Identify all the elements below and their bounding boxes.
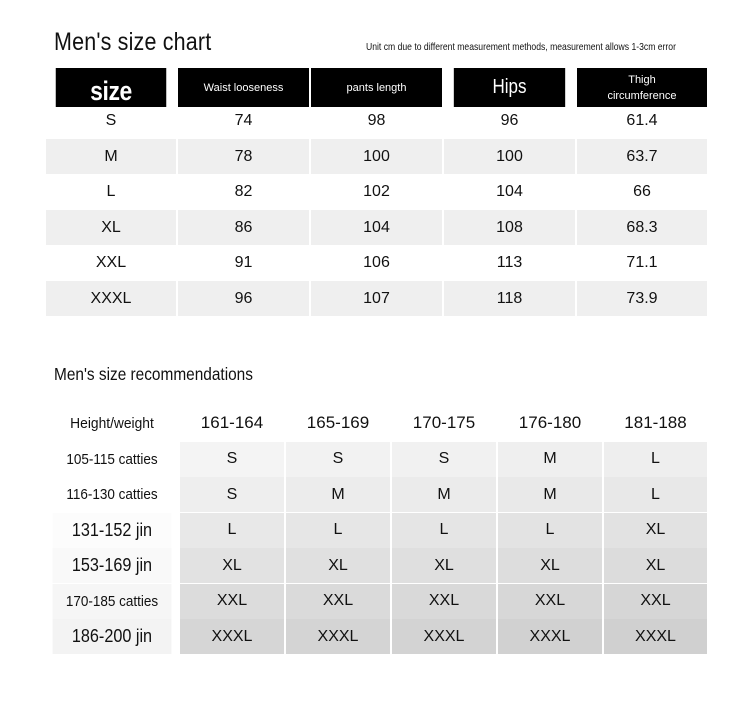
measurement-cell: 96 [500,112,519,129]
measurement-cell: 98 [367,112,386,129]
size-chart-header-row [46,68,701,106]
size-chart-row [46,281,701,316]
recommended-size-cell: S [180,442,284,477]
measurement-cell: 78 [178,139,309,174]
header-height-range: 161-164 [200,413,264,432]
size-chart-row [46,175,701,210]
recommended-size-cell: M [498,477,602,512]
measurement-cell: 66 [633,183,651,200]
weight-range-label: 131-152 jin [53,513,172,548]
size-label: XXL [95,254,127,271]
measurement-cell: 63.7 [577,139,707,174]
recommendations-table [46,405,701,654]
recommended-size-cell: XXXL [180,619,284,654]
measurement-cell: 68.3 [577,210,707,245]
recommended-size-cell: XXXL [286,619,390,654]
measurement-cell: 73.9 [577,281,707,316]
recommendation-row [46,477,701,512]
recommended-size-cell: XL [392,548,496,583]
size-chart-row [46,210,701,245]
recommended-size-cell: L [392,513,496,548]
size-chart-table [46,68,701,316]
page-title: Men's size chart [54,28,212,56]
measurement-cell: 74 [234,112,253,129]
size-label: XXXL [46,281,176,316]
measurement-cell: 104 [496,183,523,200]
measurement-cell: 96 [178,281,309,316]
recommended-size-cell: XL [604,513,707,548]
recommended-size-cell: XXL [180,584,284,619]
recommended-size-cell: M [392,477,496,512]
recommendation-row [46,513,701,548]
header-height-range: 165-169 [306,413,370,432]
recommended-size-cell: XXXL [392,619,496,654]
recommendation-row [46,584,701,619]
measurement-cell: 100 [311,139,442,174]
size-label: S [105,112,117,129]
recommended-size-cell: XL [604,548,707,583]
recommended-size-cell: L [286,513,390,548]
recommended-size-cell: XL [498,548,602,583]
size-chart-row [46,246,701,281]
measurement-cell: 104 [311,210,442,245]
recommended-size-cell: XXXL [498,619,602,654]
recommended-size-cell: M [498,442,602,477]
measurement-cell: 108 [444,210,575,245]
measurement-cell: 107 [311,281,442,316]
size-label: L [106,183,116,200]
header-height-range: 176-180 [518,413,582,432]
recommended-size-cell: L [604,442,707,477]
weight-range-label: 116-130 catties [53,477,172,512]
measurement-cell: 61.4 [626,112,658,129]
recommended-size-cell: XL [180,548,284,583]
recommended-size-cell: XXL [498,584,602,619]
weight-range-label: 105-115 catties [53,442,172,477]
size-chart-row [46,104,701,139]
size-label: XL [46,210,176,245]
size-label: M [46,139,176,174]
recommended-size-cell: M [286,477,390,512]
header-height-range: 170-175 [412,413,476,432]
recommended-size-cell: XXXL [604,619,707,654]
recommendations-title: Men's size recommendations [54,364,253,384]
recommendations-header-row [46,405,701,441]
recommendation-row [46,548,701,583]
size-chart-row [46,139,701,174]
measurement-cell: 71.1 [626,254,658,271]
recommended-size-cell: XL [286,548,390,583]
recommended-size-cell: L [604,477,707,512]
recommendation-row [46,442,701,477]
header-thigh: Thigh circumference [577,68,707,107]
recommended-size-cell: XXL [604,584,707,619]
header-size: size [56,68,167,107]
header-hips: Hips [454,68,565,107]
header-height-range: 181-188 [624,413,687,432]
measurement-cell: 86 [178,210,309,245]
recommended-size-cell: XXL [286,584,390,619]
weight-range-label: 186-200 jin [53,619,172,654]
measurement-cell: 91 [234,254,253,271]
header-waist: Waist looseness [178,68,309,107]
recommended-size-cell: S [286,442,390,477]
weight-range-label: 170-185 catties [53,584,172,619]
weight-range-label: 153-169 jin [53,548,172,583]
measurement-cell: 118 [444,281,575,316]
measurement-cell: 113 [496,254,523,271]
measurement-cell: 106 [363,254,390,271]
measurement-cell: 82 [234,183,253,200]
recommended-size-cell: L [498,513,602,548]
recommended-size-cell: S [180,477,284,512]
recommended-size-cell: XXL [392,584,496,619]
measurement-cell: 100 [444,139,575,174]
measurement-note: Unit cm due to different measurement methods, measurement allows 1-3cm error [366,41,676,53]
recommendation-row [46,619,701,654]
header-height-weight: Height/weight [70,414,154,432]
recommended-size-cell: S [392,442,496,477]
header-pants-length: pants length [311,68,442,107]
recommended-size-cell: L [180,513,284,548]
measurement-cell: 102 [363,183,390,200]
